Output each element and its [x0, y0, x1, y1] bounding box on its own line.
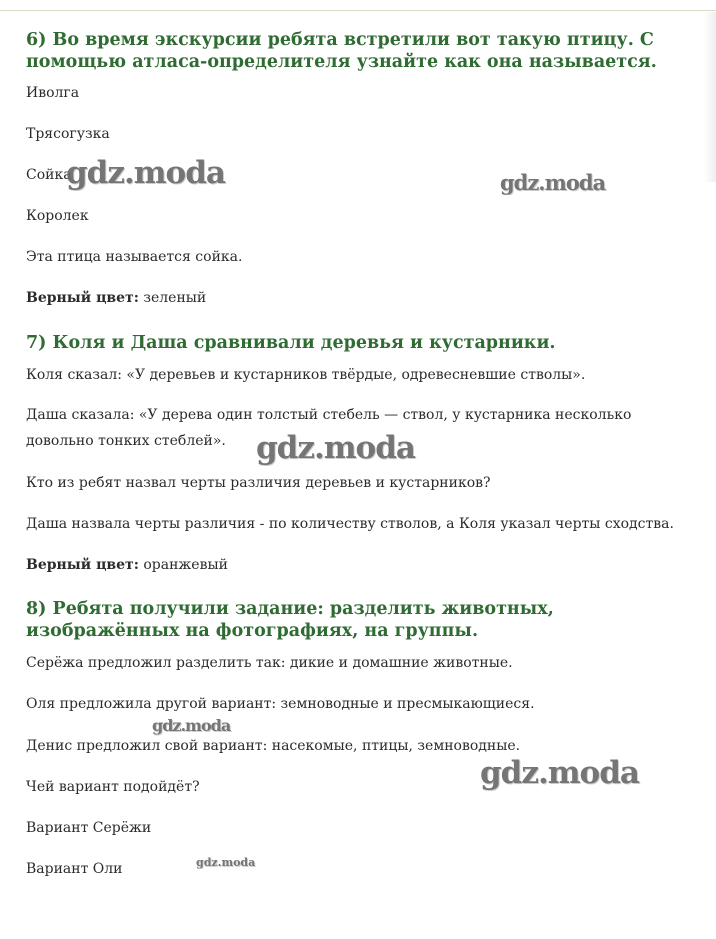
task-7-statement-2: Даша сказала: «У дерева один толстый стебель — ствол, у кустарника несколько довольно тонких стеблей». — [26, 407, 632, 449]
task-7-answer: Даша назвала черты различия - по количеству стволов, а Коля указал черты сходства. — [26, 516, 674, 532]
watermark-logo: gdz.moda — [152, 716, 231, 735]
task-6-option-2: Трясогузка — [26, 126, 110, 142]
task-6-option-3: Сойка — [26, 167, 72, 183]
task-8-question: Чей вариант подойдёт? — [26, 779, 200, 795]
task-6-color-value: зеленый — [143, 290, 207, 306]
right-edge-shadow — [704, 12, 716, 182]
watermark-logo: gdz.moda — [196, 856, 256, 869]
task-6-color — [26, 285, 206, 311]
task-6-answer: Эта птица называется сойка. — [26, 249, 243, 265]
task-6-option-1: Иволга — [26, 85, 80, 101]
watermark-logo: gdz.moda — [480, 755, 639, 791]
task-7-color-value: оранжевый — [143, 557, 228, 573]
task-8-statement-1: Серёжа предложил разделить так: дикие и домашние животные. — [26, 655, 513, 671]
task-7-question: Кто из ребят назвал черты различия деревьев и кустарников? — [26, 475, 491, 491]
task-6-color-label: Верный цвет: — [26, 290, 139, 306]
task-7-color-label: Верный цвет: — [26, 557, 139, 573]
watermark-logo: gdz.moda — [500, 170, 606, 195]
watermark-logo: gdz.moda — [256, 430, 415, 466]
task-7-statement-1: Коля сказал: «У деревьев и кустарников твёрдые, одревесневшие стволы». — [26, 367, 586, 383]
task-8-option-2: Вариант Оли — [26, 861, 123, 877]
top-divider — [0, 10, 716, 11]
task-8-option-1: Вариант Серёжи — [26, 820, 152, 836]
task-8-statement-3: Денис предложил свой вариант: насекомые, птицы, земноводные. — [26, 738, 521, 754]
task-7-color — [26, 552, 228, 578]
task-8-statement-2: Оля предложила другой вариант: земноводные и пресмыкающиеся. — [26, 696, 535, 712]
task-6-heading: 6) Во время экскурсии ребята встретили вот такую птицу. С помощью атласа-определителя узнайте как она называется. — [26, 30, 657, 72]
task-8-heading: 8) Ребята получили задание: разделить животных, изображённых на фотографиях, на группы. — [26, 599, 554, 641]
task-7-heading: 7) Коля и Даша сравнивали деревья и кустарники. — [26, 333, 556, 353]
watermark-logo: gdz.moda — [66, 155, 225, 191]
task-6-option-4: Королек — [26, 208, 89, 224]
